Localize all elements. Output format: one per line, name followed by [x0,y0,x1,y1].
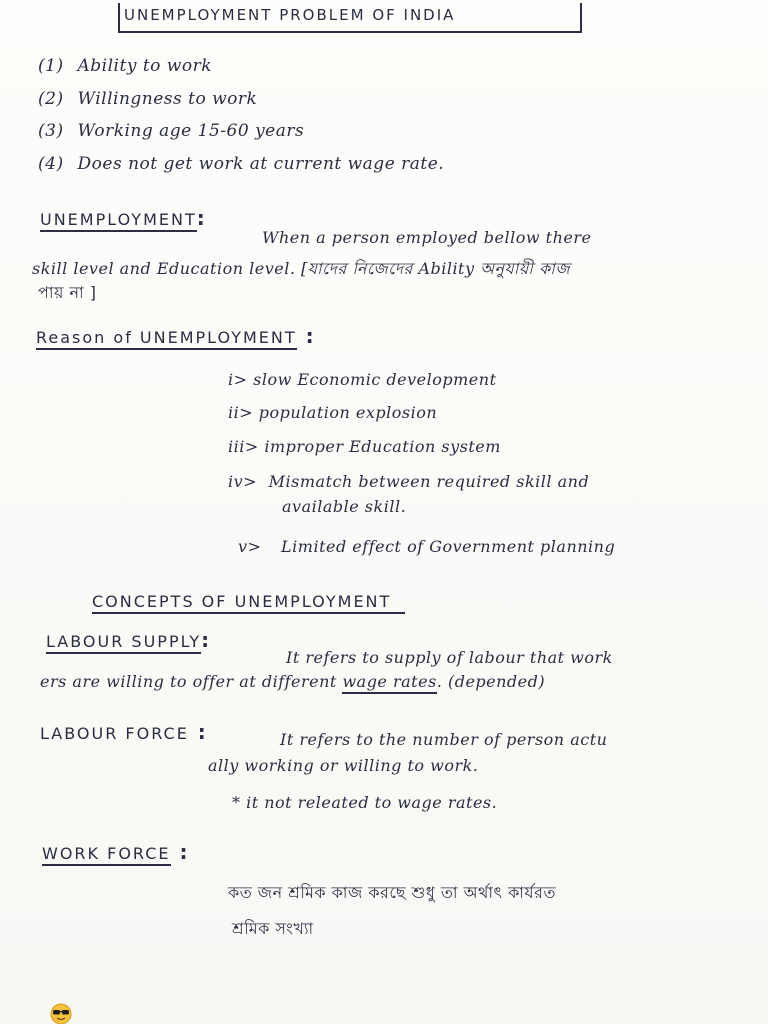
criteria-item-2 [38,89,257,109]
criteria-item-4 [38,154,444,174]
reason-text: population explosion [258,403,438,422]
criteria-item-3 [38,121,304,141]
reason-text: Mismatch between required skill and [268,472,590,491]
heading-colon: : [170,840,190,864]
work-force-label [42,840,189,864]
labour-force-line-1: It refers to the number of person actu [280,730,608,749]
labour-supply-line-1: It refers to supply of labour that work [286,648,613,667]
reason-num: i> [228,370,248,389]
unemployment-line-2: skill level and Education level. [যাদের নিজেদের Ability অনুযায়ী কাজ [32,259,571,278]
criteria-text: Ability to work [77,56,213,76]
work-force-line-1: কত জন শ্রমিক কাজ করছে শুধু তা অর্থাৎ কার্যরত [228,883,556,902]
work-force-label-text: WORK FORCE [42,844,171,866]
reasons-heading-text: Reason of UNEMPLOYMENT [36,328,297,350]
wage-rates-underlined: wage rates [342,672,436,694]
work-force-line-2: শ্রমিক সংখ্যা [232,919,314,938]
concepts-heading [92,592,405,611]
reason-num: v> [238,537,262,556]
labour-supply-line-2 [40,672,545,691]
criteria-text: Willingness to work [77,89,258,109]
labour-force-label [40,720,208,744]
heading-colon: : [296,324,316,348]
criteria-num: (1) [38,56,64,76]
page-title: UNEMPLOYMENT PROBLEM OF INDIA [124,6,456,24]
criteria-text: Does not get work at current wage rate. [77,154,445,174]
reason-text: slow Economic development [253,370,497,389]
reason-text: Limited effect of Government planning [281,537,616,556]
reason-num: iii> [228,437,259,456]
reason-item-3 [228,437,501,456]
reason-item-2 [228,403,437,422]
criteria-text: Working age 15-60 years [77,121,305,141]
criteria-num: (3) [38,121,64,141]
heading-colon: : [196,206,207,230]
reason-num: ii> [228,403,254,422]
reason-text: improper Education system [264,437,501,456]
reason-item-4-cont: available skill. [282,497,407,516]
labour-supply-label [46,628,211,652]
heading-colon: : [201,628,212,652]
labour-supply-label-text: LABOUR SUPPLY [46,632,201,654]
criteria-num: (4) [38,154,64,174]
heading-colon: : [188,720,208,744]
labour-force-line-2: ally working or willing to work. [208,756,479,775]
criteria-item-1 [38,56,212,76]
unemployment-line-3: পায় না ] [38,283,97,302]
unemployment-heading [40,206,207,230]
reason-item-5 [238,537,615,556]
sunglasses-face-icon [50,1003,72,1024]
unemployment-heading-text: UNEMPLOYMENT [40,210,197,232]
reason-item-1 [228,370,497,389]
labour-supply-text: ers are willing to offer at different [40,672,343,691]
labour-force-note: * it not releated to wage rates. [232,793,498,812]
concepts-heading-text: CONCEPTS OF UNEMPLOYMENT [92,592,405,614]
labour-force-label-text: LABOUR FORCE [40,724,189,743]
criteria-num: (2) [38,89,64,109]
reasons-heading [36,324,316,348]
reason-item-4 [228,472,589,491]
reason-num: iv> [228,472,258,491]
unemployment-line-1: When a person employed bellow there [262,228,592,247]
labour-supply-depended: . (depended) [436,672,546,691]
